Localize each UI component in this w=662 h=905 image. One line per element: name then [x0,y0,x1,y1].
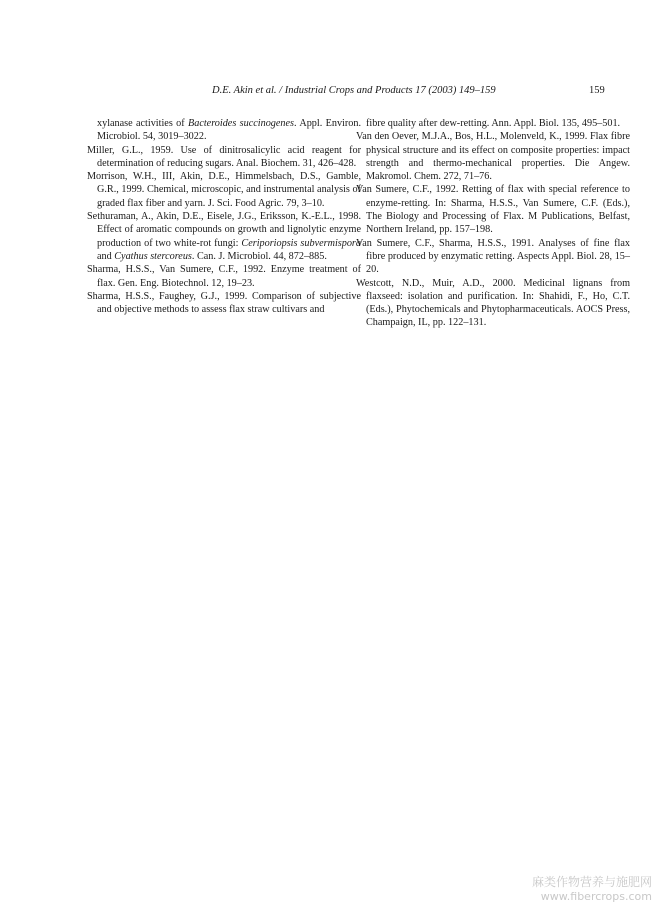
running-head: D.E. Akin et al. / Industrial Crops and Products 17 (2003) 149–159 [212,85,496,96]
reference-entry: Sethuraman, A., Akin, D.E., Eisele, J.G., Eriksson, K.-E.L., 1998. Effect of aromatic compounds on growth and lignolytic enzyme production of two white-rot fungi: Ceriporiopsis subvermispora and Cyathus stercoreus. Can. J. Microbiol. 44, 872–885. [87,211,361,262]
species-name: Ceriporiopsis subvermispora [241,237,361,249]
reference-entry: Sharma, H.S.S., Faughey, G.J., 1999. Comparison of subjective and objective methods to assess flax straw cultivars and [87,290,361,316]
watermark-url: www.fibercrops.com [540,890,652,903]
reference-entry: Westcott, N.D., Muir, A.D., 2000. Medicinal lignans from flaxseed: isolation and purification. In: Shahidi, F., Ho, C.T. (Eds.), Phytochemicals and Phytopharmaceuticals. AOCS Press, Champaign, IL, pp. 122–131. [356,277,630,329]
reference-entry: Sharma, H.S.S., Van Sumere, C.F., 1992. Enzyme treatment of flax. Gen. Eng. Biotechnol. 12, 19–23. [87,264,361,289]
reference-entry: Miller, G.L., 1959. Use of dinitrosalicylic acid reagent for determination of reducing sugars. Anal. Biochem. 31, 426–428. [87,144,361,169]
species-name: Bacteroides succinogenes [188,118,294,129]
watermark-site-name: 麻类作物营养与施肥网 [531,875,652,889]
page-number: 159 [589,85,605,96]
page-header [0,83,662,99]
reference-entry: Van Sumere, C.F., 1992. Retting of flax with special reference to enzyme-retting. In: Sharma, H.S.S., Van Sumere, C.F. (Eds.), The Biology and Processing of Flax. M Publications, Belfast, Northern Ireland, pp. 157–198. [356,184,630,236]
reference-entry: Van Sumere, C.F., Sharma, H.S.S., 1991. Analyses of fine flax fibre produced by enzymatic retting. Aspects Appl. Biol. 28, 15–20. [356,237,630,276]
species-name: Cyathus stercoreus [114,250,192,262]
site-watermark [532,875,652,903]
reference-entry: fibre quality after dew-retting. Ann. Appl. Biol. 135, 495–501. [366,118,621,129]
reference-entry: Morrison, W.H., III, Akin, D.E., Himmelsbach, D.S., Gamble, G.R., 1999. Chemical, microscopic, and instrumental analysis of graded flax fiber and yarn. J. Sci. Food Agric. 79, 3–10. [87,171,361,209]
reference-entry: Van den Oever, M.J.A., Bos, H.L., Molenveld, K., 1999. Flax fibre physical structure and its effect on composite properties: impact strength and thermo-mechanical properties. Die Angew. Makromol. Chem. 272, 71–76. [356,131,630,183]
references-left-column [87,117,361,316]
references-right-column [356,117,630,330]
reference-entry: xylanase activities of Bacteroides succinogenes. Appl. Environ. Microbiol. 54, 3019–3022. [97,118,361,143]
